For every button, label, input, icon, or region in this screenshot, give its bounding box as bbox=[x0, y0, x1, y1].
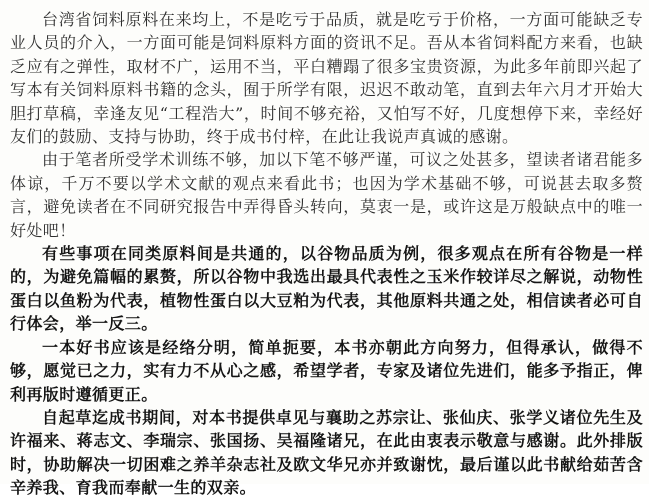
paragraph-4: 一本好书应该是经络分明，简单扼要，本书亦朝此方向努力，但得承认，做得不够，愿觉已之力，实有力不从心之感，希望学者，专家及诸位先进们，能多予指正，俾利再版时遵循更正。 bbox=[10, 337, 643, 404]
paragraph-3: 有些事项在同类原料间是共通的，以谷物品质为例，很多观点在所有谷物是一样的，为避免篇幅的累赘，所以谷物中我选出最具代表性之玉米作较详尽之解说，动物性蛋白以鱼粉为代表，植物性蛋白以大豆粕为代表，其他原料共通之处，相信读者必可自行体会，举一反三。 bbox=[10, 244, 643, 334]
paragraph-1: 台湾省饲料原料在来均上，不是吃亏于品质，就是吃亏于价格，一方面可能缺乏专业人员的介入，一方面可能是饲料原料方面的资讯不足。吾从本省饲料配方来看，也缺乏应有之弹性，取材不广，运用不当，平白糟蹋了很多宝贵资源，为此多年前即兴起了写本有关饲料原料书籍的念头，囿于所学有限，迟迟不敢动笔，直到去年六月才开始大胆打草稿，幸逢友见“工程浩大”，时间不够充裕，又怕写不好，几度想停下来，幸经好友们的鼓励、支持与协助，终于成书付梓，在此让我说声真诚的感谢。 bbox=[10, 10, 643, 147]
paragraph-5: 自起草迄成书期间，对本书提供卓见与襄助之苏宗让、张仙庆、张学义诸位先生及许福来、蒋志文、李瑞宗、张国扬、吴福隆诸兄，在此由衷表示敬意与感谢。此外排版时，协助解决一切困难之养羊杂志社及欧文华兄亦并致谢忱，最后谨以此书献给茹苦含辛养我、育我而奉献一生的双亲。 bbox=[10, 407, 643, 498]
paragraph-2: 由于笔者所受学术训练不够，加以下笔不够严谨，可议之处甚多，望读者诸君能多体谅，千万不要以学术文献的观点来看此书；也因为学术基础不够，可说甚去取多赘言，避免读者在不同研究报告中弄得昏头转向，莫衷一是，或许这是万般缺点中的唯一好处吧！ bbox=[10, 150, 643, 240]
